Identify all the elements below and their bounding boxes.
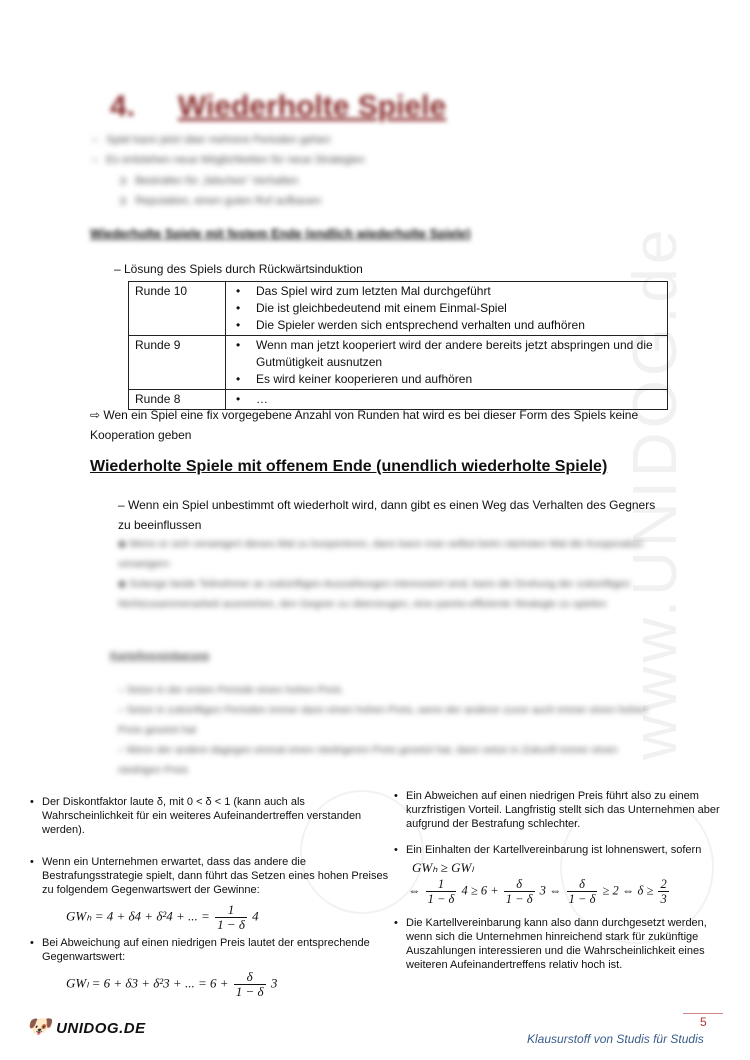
numerator: 2 [660,877,667,891]
section1-heading: Wiederholte Spiele mit festem Ende (endlich wiederholte Spiele) [90,227,471,241]
right-paragraph-2: • Ein Einhalten der Kartellvereinbarung ist lohnenswert, sofern [394,843,724,857]
blurred-bullet-1: ◆ Wenn er sich verweigert dieses Mal zu kooperieren, dann kann man selbst beim nächsten Mal die Kooperation verweigern [118,538,644,570]
section1-line: – Lösung des Spiels durch Rückwärtsinduktion [114,262,363,276]
fraction [426,877,457,906]
table-row [129,282,668,336]
fraction [658,877,668,906]
list-item: • Das Spiel wird zum letzten Mal durchgeführt [250,283,661,300]
list-item: • … [250,391,661,408]
round-cell: Runde 9 [129,336,226,390]
formula-text: ≥ 2 ⇔ δ ≥ [602,883,654,898]
list-item: • Die ist gleichbedeutend mit einem Einmal-Spiel [250,300,661,317]
footer-text: Klausurstoff von Studis für Studis [527,1032,704,1046]
table-row [129,336,668,390]
blurred-dash-2: – Setze in zukünftigen Perioden immer dann einen hohen Preis, wenn der anderer zuvor auch immer einen hohen Preis gesetzt hat [118,704,648,736]
fraction [215,903,247,932]
rounds-table [128,281,668,410]
formula-text: 4 [252,908,259,924]
list-item: • Die Spieler werden sich entsprechend verhalten und aufhören [250,317,661,334]
denominator: 1 − δ [505,892,533,906]
denominator: 3 [660,892,667,906]
list-item: • Wenn man jetzt kooperiert wird der andere bereits jetzt abspringen und die Gutmütigkeit ausnutzen [250,337,661,371]
intro-sub-1: ➲ Bestrafen für „falsches“ Verhalten [118,175,299,187]
formula-gwl [66,970,390,999]
denominator: 1 − δ [568,892,596,906]
section2-heading: Wiederholte Spiele mit offenem Ende (unendlich wiederholte Spiele) [90,458,608,475]
fraction [504,877,535,906]
right-paragraph-1: • Ein Abweichen auf einen niedrigen Preis führt also zu einem kurzfristigen Vorteil. Langfristig stellt sich das Unternehmen aber aufgrund der Bestrafung schlechter. [394,789,724,831]
formula-text: 3 ⇔ [539,883,562,898]
formula-text: GWₗ = 6 + δ3 + δ²3 + ... = 6 + [66,975,229,991]
blurred-dash-1: – Setze in der ersten Periode einen hohen Preis [118,684,342,696]
formula-gwh [66,903,390,932]
numerator: δ [504,877,535,892]
left-paragraph-3: • Bei Abweichung auf einen niedrigen Preis lautet der entsprechende Gegenwartswert: [30,936,390,964]
page-title: Wiederholte Spiele [178,90,447,123]
dog-icon: 🐶 [26,1016,52,1038]
round-cell: Runde 8 [129,390,226,410]
blurred-dash-3: – Wenn der andere dagegen einmal einen niedrigeren Preis gesetzt hat, dann setze in Zukunft immer einen niedrigen Preis [118,744,618,776]
numerator: 1 [426,877,457,892]
unidog-logo [26,1014,146,1039]
formula-text: 4 ≥ 6 + [461,883,499,898]
formula-text: 3 [270,975,278,991]
formula-equivalence [408,877,724,906]
fraction [234,970,266,999]
denominator: 1 − δ [427,892,455,906]
formula-condition: GWₕ ≥ GWₗ [412,860,474,875]
page-number: 5 [700,1015,707,1029]
list-item: • Es wird keiner kooperieren und aufhören [250,371,661,388]
intro-bullet-1: – Spiel kann jetzt über mehrere Perioden gehen [92,134,331,146]
numerator: δ [234,970,266,985]
items-cell [226,336,668,390]
numerator: δ [567,877,598,892]
intro-bullet-2: – Es entstehen neue Möglichkeiten für neue Strategien [92,154,365,166]
section1-conclusion: ⇨ Wen ein Spiel eine fix vorgegebene Anzahl von Runden hat wird es bei dieser Form des Spiels keine Kooperation geben [90,408,639,442]
numerator: 1 [215,903,247,918]
section-number: 4. [110,90,136,123]
footer-divider [683,1013,723,1014]
section2-line: – Wenn ein Spiel unbestimmt oft wiederholt wird, dann gibt es einen Weg das Verhalten des Gegners zu beeinflussen [118,498,656,532]
intro-sub-2: ➲ Reputation, einen guten Ruf aufbauen [118,195,322,207]
left-paragraph-2: • Wenn ein Unternehmen erwartet, dass das andere die Bestrafungsstrategie spielt, dann führt das Setzen eines hohen Preises zu folgendem Gegenwartswert der Gewinne: [30,855,390,897]
right-column [394,789,724,972]
kartell-heading: Kartellvereinbarung [110,650,210,662]
blurred-bullet-2: ◆ Solange beide Teilnehmer an zukünftigen Auszahlungen interessiert sind, kann die Drohung der zukünftigen Nichtzusammenarbeit ausreichen, den Gegner zu überzeugen, eine pareto-effiziente Strategie zu spielen [118,578,631,610]
fraction [567,877,598,906]
formula-text: ⇔ [408,883,421,898]
formula-text: GWₕ = 4 + δ4 + δ²4 + ... = [66,908,210,924]
denominator: 1 − δ [235,984,264,999]
denominator: 1 − δ [217,917,245,932]
logo-text: UNIDOG.DE [56,1020,146,1037]
left-column [30,795,390,999]
left-paragraph-1: • Der Diskontfaktor laute δ, mit 0 < δ < 1 (kann auch als Wahrscheinlichkeit für ein weiteres Aufeinandertreffen verstanden werden). [30,795,390,837]
round-cell: Runde 10 [129,282,226,336]
items-cell [226,282,668,336]
watermark-text: www.UNIDOG.de [621,225,690,760]
right-paragraph-3: • Die Kartellvereinbarung kann also dann durchgesetzt werden, wenn sich die Unternehmen hinreichend stark für zukünftige Auszahlungen interessieren und die Wahrscheinlichkeit eines weiteren Aufeinandertreffens relativ hoch ist. [394,916,724,972]
